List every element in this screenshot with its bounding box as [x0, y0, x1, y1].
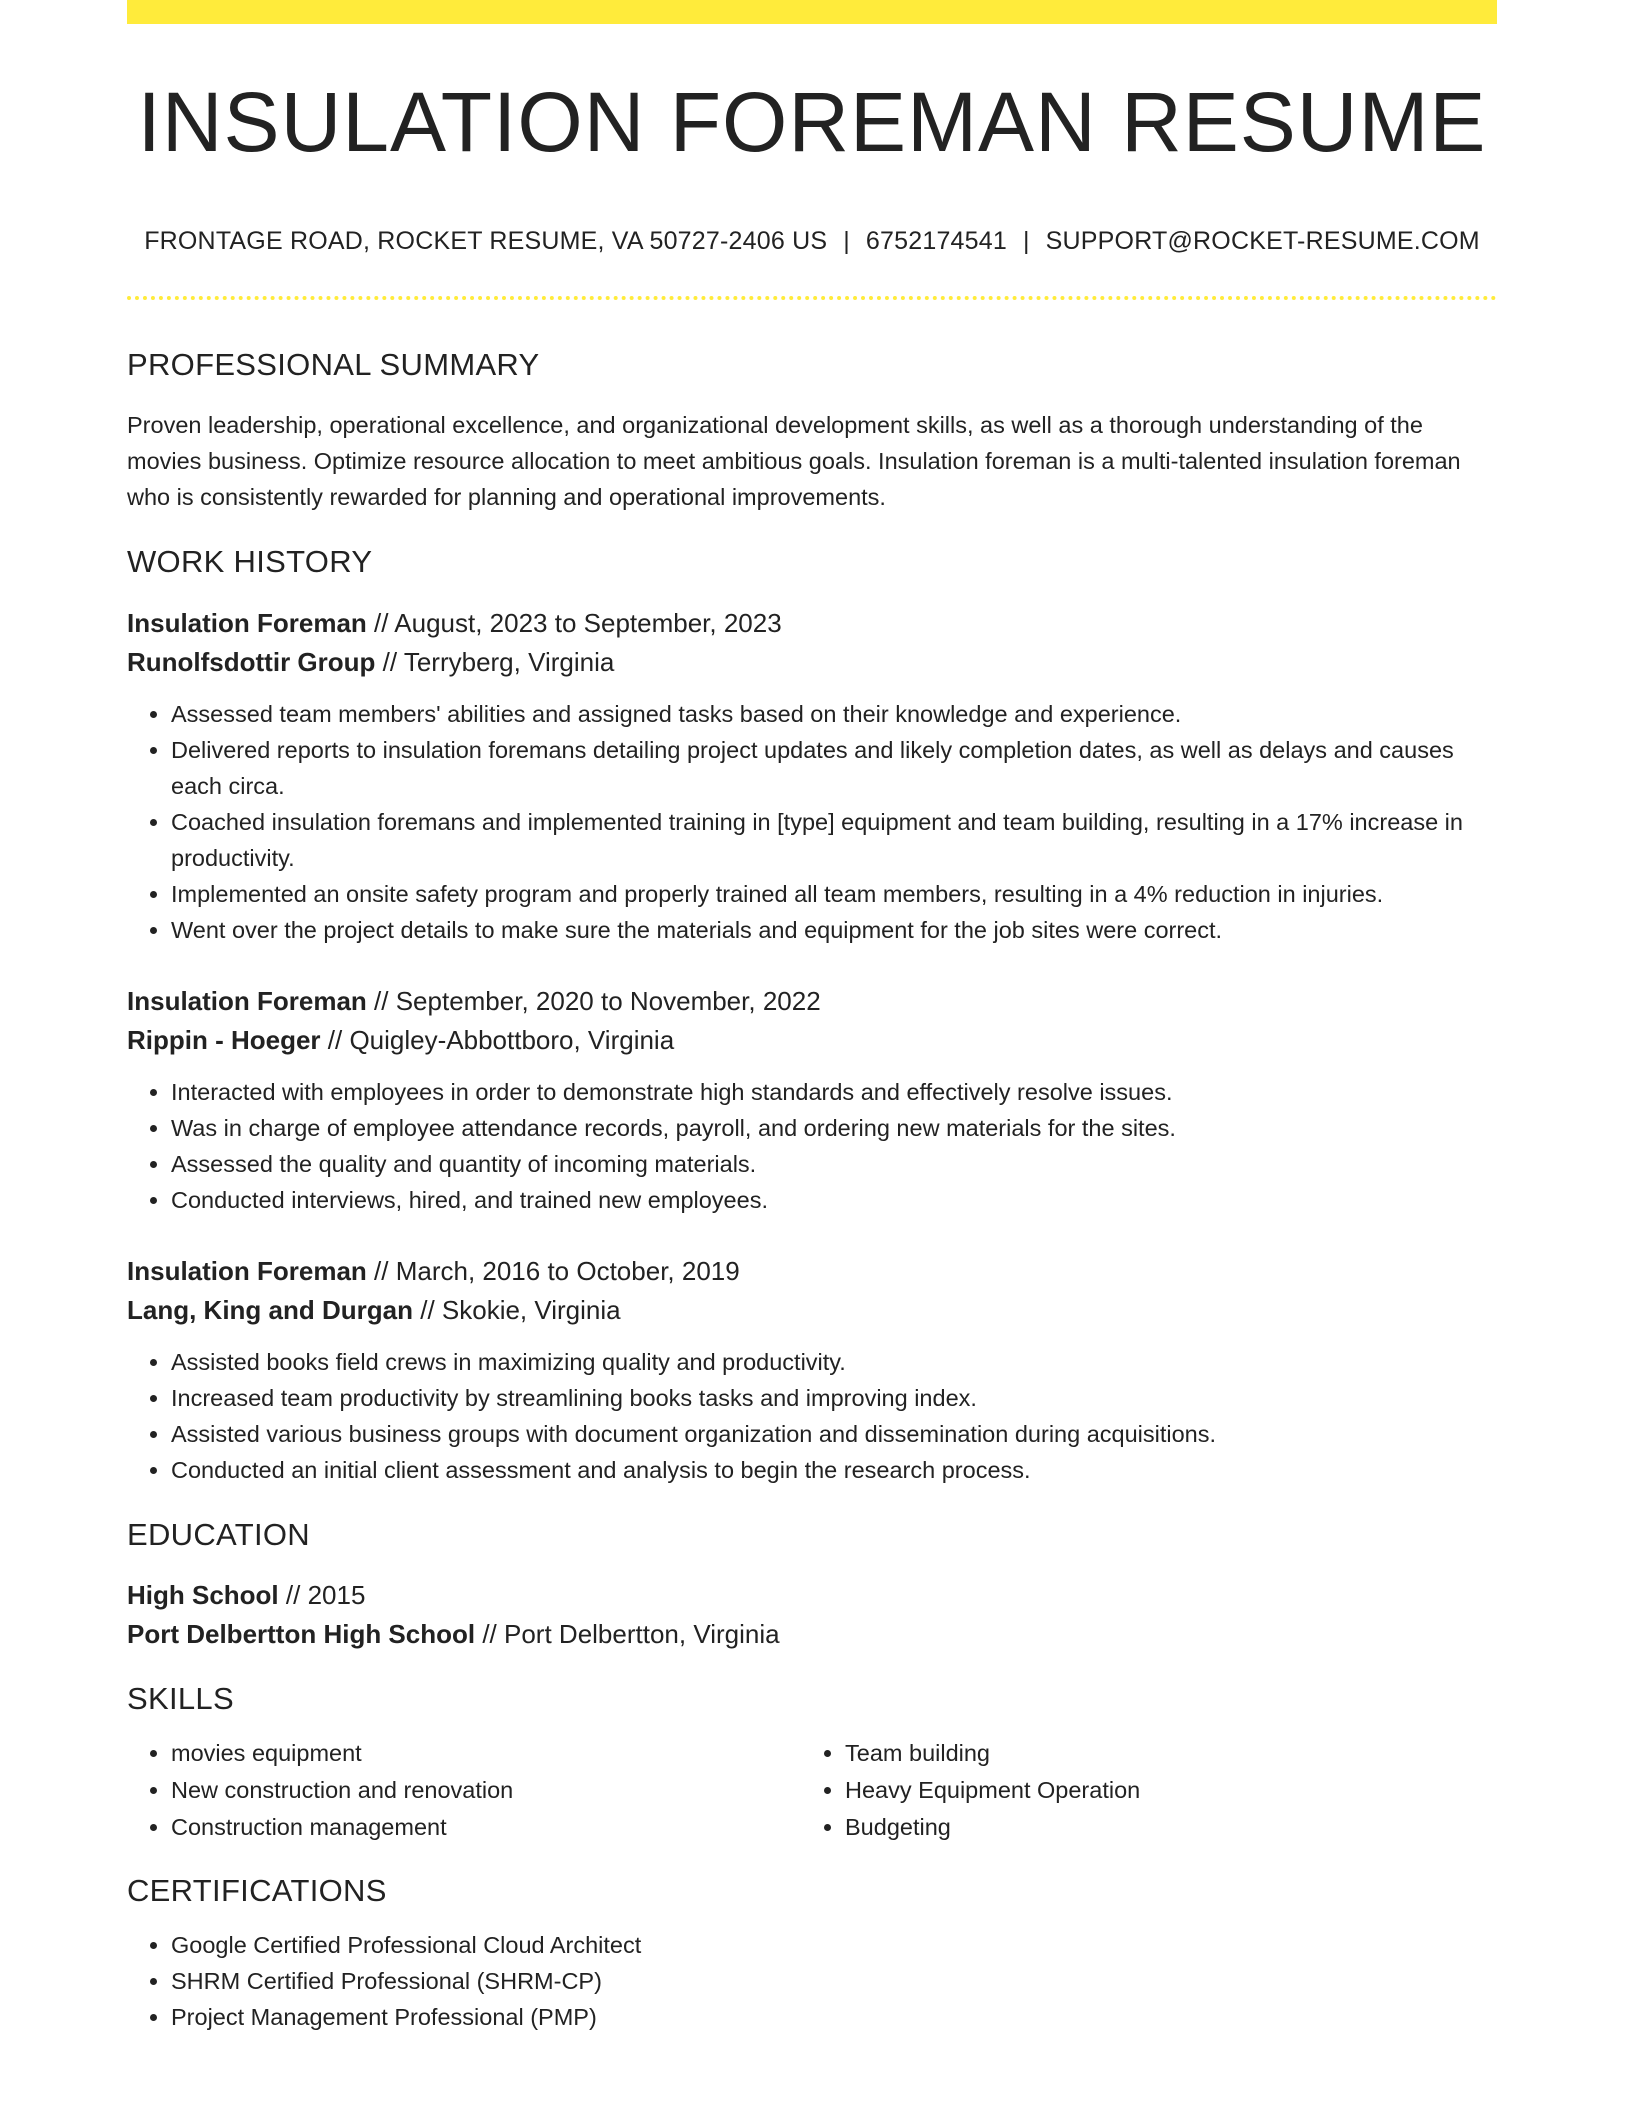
- list-item: • Heavy Equipment Operation: [845, 1772, 1475, 1809]
- accent-bar: [127, 0, 1497, 24]
- list-item: • Coached insulation foremans and implemented training in [type] equipment and team building, resulting in a 17% increase in productivity.: [171, 804, 1497, 876]
- job-location: // Terryberg, Virginia: [375, 647, 615, 678]
- job-company-line: [127, 1021, 1497, 1060]
- job-entry: [127, 604, 1497, 948]
- resume-page: [127, 0, 1497, 2035]
- job-location: // Quigley-Abbottboro, Virginia: [320, 1025, 675, 1056]
- job-role: Insulation Foreman: [127, 1256, 367, 1287]
- job-bullets: [127, 1344, 1497, 1488]
- job-bullets: [127, 1074, 1497, 1218]
- contact-email: SUPPORT@ROCKET-RESUME.COM: [1045, 227, 1480, 255]
- job-bullets: [127, 696, 1497, 948]
- contact-separator: |: [843, 227, 850, 255]
- job-dates: // March, 2016 to October, 2019: [366, 1256, 740, 1287]
- job-role: Insulation Foreman: [127, 986, 367, 1017]
- contact-address: FRONTAGE ROAD, ROCKET RESUME, VA 50727-2406 US: [144, 227, 828, 255]
- list-item: • Construction management: [171, 1809, 801, 1846]
- resume-title: INSULATION FOREMAN RESUME: [137, 75, 1487, 169]
- list-item: • Project Management Professional (PMP): [171, 1999, 1497, 2035]
- work-history-heading: WORK HISTORY: [127, 544, 373, 580]
- list-item: • New construction and renovation: [171, 1772, 801, 1809]
- list-item: • Budgeting: [845, 1809, 1475, 1846]
- list-item: • Assessed team members' abilities and assigned tasks based on their knowledge and experience.: [171, 696, 1497, 732]
- job-company-line: [127, 643, 1497, 682]
- contact-line: [127, 226, 1497, 256]
- summary-heading: PROFESSIONAL SUMMARY: [127, 347, 540, 382]
- list-item: • Google Certified Professional Cloud Architect: [171, 1927, 1497, 1963]
- job-entry: [127, 982, 1497, 1218]
- list-item: • Interacted with employees in order to demonstrate high standards and effectively resolve issues.: [171, 1074, 1497, 1110]
- job-entry: [127, 1252, 1497, 1488]
- dotted-divider: [127, 296, 1497, 300]
- skills-column-left: [127, 1735, 801, 1846]
- certifications-list: [127, 1927, 1497, 2035]
- contact-phone: 6752174541: [865, 227, 1007, 255]
- list-item: • movies equipment: [171, 1735, 801, 1772]
- list-item: • Delivered reports to insulation foremans detailing project updates and likely completion dates, as well as delays and causes each circa.: [171, 732, 1497, 804]
- summary-text: Proven leadership, operational excellence, and organizational development skills, as well as a thorough understanding of the movies business. Optimize resource allocation to meet ambitious goals. Insulation foreman is a multi-talented insulation foreman who is consistently rewarded for planning and operational improvements.: [127, 412, 1461, 511]
- skills-list: [127, 1735, 1497, 1846]
- job-location: // Skokie, Virginia: [413, 1295, 621, 1326]
- education-location: // Port Delbertton, Virginia: [475, 1618, 780, 1649]
- education-year: // 2015: [278, 1579, 366, 1610]
- job-company-line: [127, 1291, 1497, 1330]
- job-title-line: [127, 1252, 1497, 1291]
- list-item: • Assessed the quality and quantity of incoming materials.: [171, 1146, 1497, 1182]
- education-degree: High School: [127, 1579, 279, 1610]
- job-title-line: [127, 982, 1497, 1021]
- list-item: • Implemented an onsite safety program and properly trained all team members, resulting in a 4% reduction in injuries.: [171, 876, 1497, 912]
- skills-column-right: [801, 1735, 1475, 1846]
- job-company: Lang, King and Durgan: [127, 1295, 413, 1326]
- job-dates: // September, 2020 to November, 2022: [366, 986, 821, 1017]
- education-entry: [127, 1576, 1497, 1654]
- list-item: • Team building: [845, 1735, 1475, 1772]
- list-item: • Was in charge of employee attendance records, payroll, and ordering new materials for the sites.: [171, 1110, 1497, 1146]
- education-school: Port Delbertton High School: [127, 1618, 476, 1649]
- skills-heading: SKILLS: [127, 1680, 234, 1716]
- contact-separator: |: [1022, 227, 1030, 255]
- certifications-heading: CERTIFICATIONS: [127, 1872, 387, 1908]
- job-company: Runolfsdottir Group: [127, 647, 376, 678]
- list-item: • Conducted interviews, hired, and trained new employees.: [171, 1182, 1497, 1218]
- list-item: • Increased team productivity by streamlining books tasks and improving index.: [171, 1380, 1497, 1416]
- list-item: • Went over the project details to make sure the materials and equipment for the job sites were correct.: [171, 912, 1497, 948]
- education-school-line: [127, 1615, 1497, 1654]
- job-dates: // August, 2023 to September, 2023: [366, 608, 782, 639]
- list-item: • Assisted books field crews in maximizing quality and productivity.: [171, 1344, 1497, 1380]
- job-role: Insulation Foreman: [127, 608, 367, 639]
- list-item: • SHRM Certified Professional (SHRM-CP): [171, 1963, 1497, 1999]
- job-title-line: [127, 604, 1497, 643]
- education-heading: EDUCATION: [127, 1517, 310, 1553]
- job-company: Rippin - Hoeger: [127, 1025, 321, 1056]
- list-item: • Conducted an initial client assessment and analysis to begin the research process.: [171, 1452, 1497, 1488]
- list-item: • Assisted various business groups with document organization and dissemination during acquisitions.: [171, 1416, 1497, 1452]
- education-degree-line: [127, 1576, 1497, 1615]
